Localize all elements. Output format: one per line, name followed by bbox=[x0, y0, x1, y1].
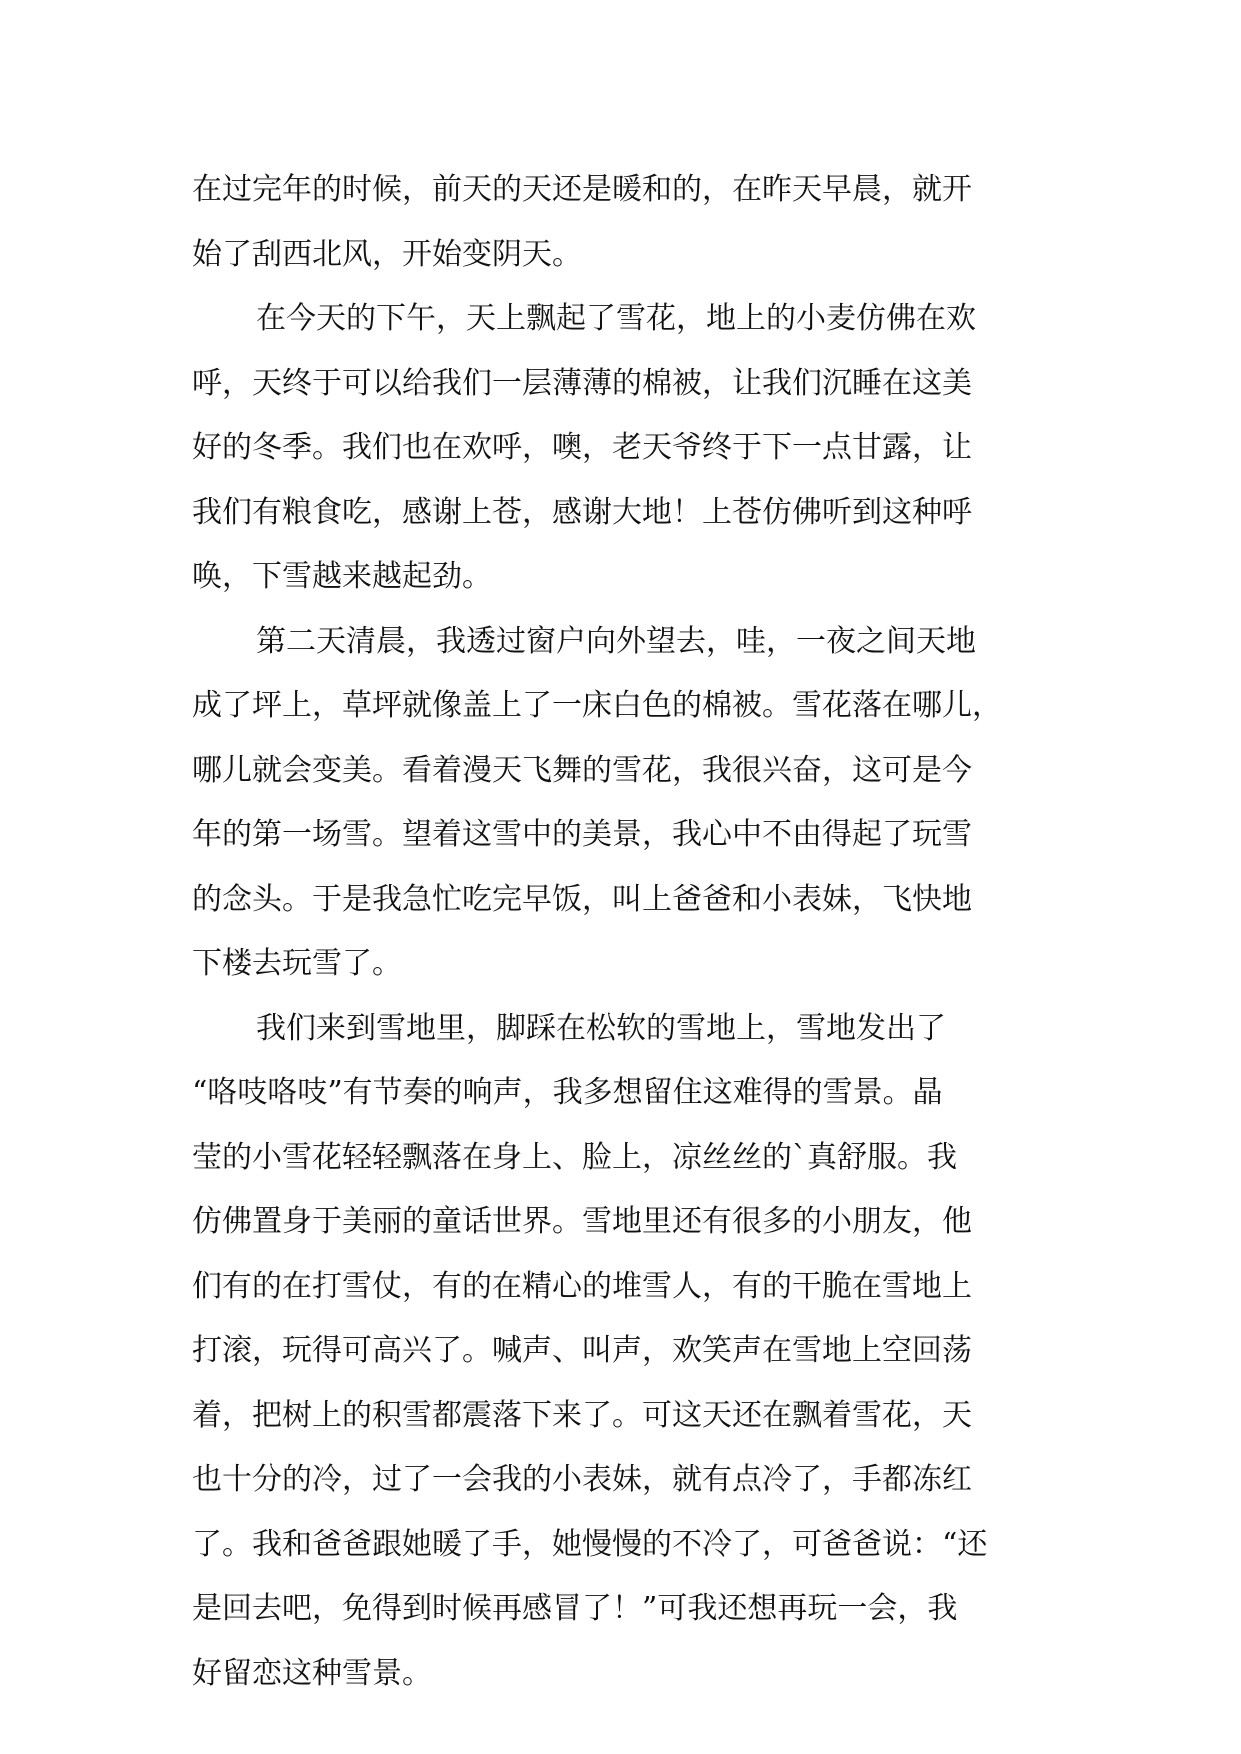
text-line: 仿佛置身于美丽的童话世界。雪地里还有很多的小朋友，他 bbox=[192, 1204, 972, 1239]
text-line: 也十分的冷，过了一会我的小表妹，就有点冷了，手都冻红 bbox=[192, 1462, 972, 1497]
text-line: 始了刮西北风，开始变阴天。 bbox=[192, 236, 582, 272]
text-line: 着，把树上的积雪都震落下来了。可这天还在飘着雪花，天 bbox=[192, 1397, 972, 1433]
text-line: 们有的在打雪仗，有的在精心的堆雪人，有的干脆在雪地上 bbox=[192, 1268, 972, 1304]
text-line: 在今天的下午，天上飘起了雪花，地上的小麦仿佛在欢 bbox=[256, 301, 976, 336]
text-line: 唤，下雪越来越起劲。 bbox=[192, 559, 492, 594]
text-line: 我们有粮食吃，感谢上苍，感谢大地！上苍仿佛听到这种呼 bbox=[192, 494, 972, 530]
text-line: 下楼去玩雪了。 bbox=[192, 946, 402, 981]
text-line: 是回去吧，免得到时候再感冒了！”可我还想再玩一会，我 bbox=[192, 1591, 958, 1626]
document-body bbox=[192, 158, 1052, 1706]
text-line: 打滚，玩得可高兴了。喊声、叫声，欢笑声在雪地上空回荡 bbox=[192, 1333, 972, 1368]
text-line: 第二天清晨，我透过窗户向外望去，哇，一夜之间天地 bbox=[256, 623, 976, 659]
text-line: 我们来到雪地里，脚踩在松软的雪地上，雪地发出了 bbox=[256, 1010, 946, 1046]
text-line: 的念头。于是我急忙吃完早饭，叫上爸爸和小表妹，飞快地 bbox=[192, 881, 972, 917]
text-line: 成了坪上，草坪就像盖上了一床白色的棉被。雪花落在哪儿， bbox=[192, 688, 1002, 723]
text-line: 好留恋这种雪景。 bbox=[192, 1655, 432, 1691]
text-line: 呼，天终于可以给我们一层薄薄的棉被，让我们沉睡在这美 bbox=[192, 365, 972, 401]
text-line: 好的冬季。我们也在欢呼，噢，老天爷终于下一点甘露，让 bbox=[192, 430, 972, 465]
text-line: 哪儿就会变美。看着漫天飞舞的雪花，我很兴奋，这可是今 bbox=[192, 752, 972, 788]
text-line: 莹的小雪花轻轻飘落在身上、脸上，凉丝丝的`真舒服。我 bbox=[192, 1139, 957, 1175]
text-line: “咯吱咯吱”有节奏的响声，我多想留住这难得的雪景。晶 bbox=[192, 1075, 943, 1110]
text-line: 了。我和爸爸跟她暖了手，她慢慢的不冷了，可爸爸说：“还 bbox=[192, 1526, 988, 1562]
text-line: 在过完年的时候，前天的天还是暖和的，在昨天早晨，就开 bbox=[192, 172, 972, 207]
text-line: 年的第一场雪。望着这雪中的美景，我心中不由得起了玩雪 bbox=[192, 817, 972, 852]
